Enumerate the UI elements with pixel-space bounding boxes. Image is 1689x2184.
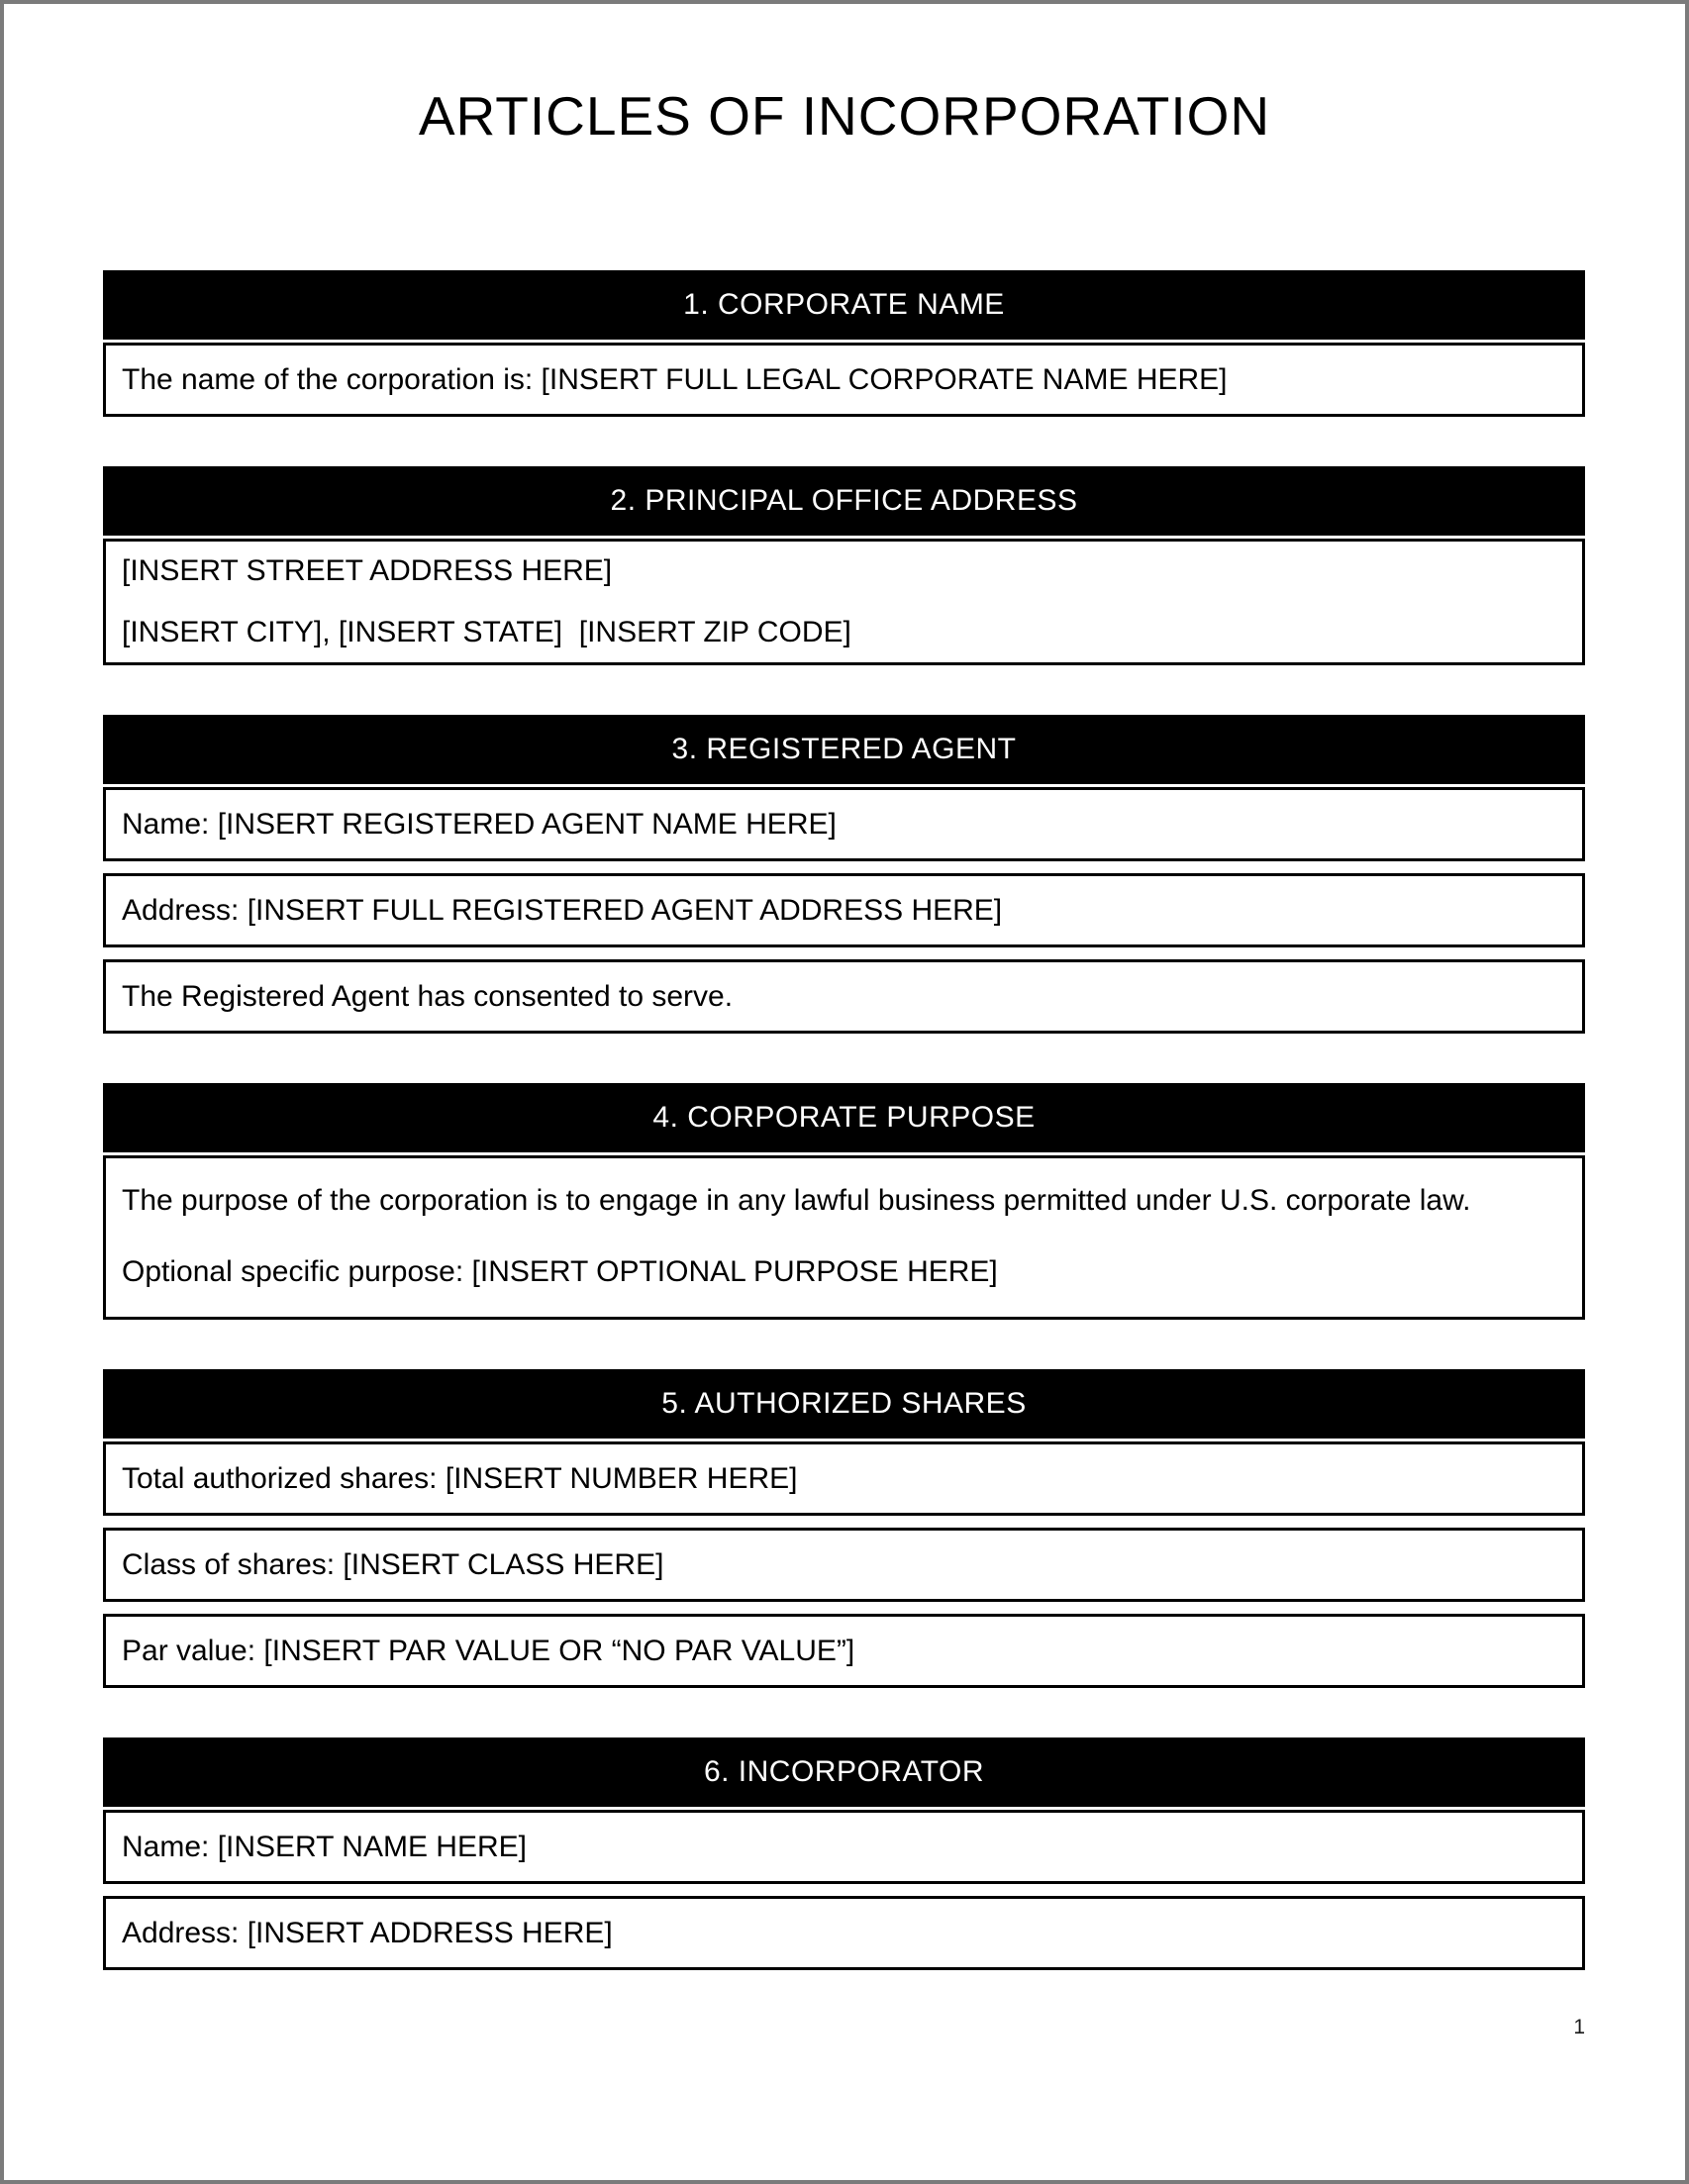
section-corporate-purpose	[103, 1083, 1585, 1320]
section-header-principal-office-address: 2. PRINCIPAL OFFICE ADDRESS	[103, 466, 1585, 536]
section-header-corporate-purpose: 4. CORPORATE PURPOSE	[103, 1083, 1585, 1152]
section-header-registered-agent: 3. REGISTERED AGENT	[103, 715, 1585, 784]
section-header-authorized-shares: 5. AUTHORIZED SHARES	[103, 1369, 1585, 1439]
incorporator-address-text: Address: [INSERT ADDRESS HERE]	[122, 1916, 613, 1949]
registered-agent-consent-row	[103, 959, 1585, 1034]
section-header-incorporator: 6. INCORPORATOR	[103, 1737, 1585, 1807]
section-incorporator	[103, 1737, 1585, 1970]
total-authorized-shares-text: Total authorized shares: [INSERT NUMBER HERE]	[122, 1461, 798, 1495]
class-of-shares-row	[103, 1528, 1585, 1602]
section-authorized-shares	[103, 1369, 1585, 1688]
par-value-row	[103, 1614, 1585, 1688]
corporate-purpose-text: The purpose of the corporation is to engage in any lawful business permitted under U.S. corporate law.	[122, 1184, 1471, 1217]
registered-agent-address-row	[103, 873, 1585, 947]
corporate-name-row	[103, 343, 1585, 417]
incorporator-name-text: Name: [INSERT NAME HERE]	[122, 1830, 527, 1863]
city-state-zip-line: [INSERT CITY], [INSERT STATE] [INSERT ZIP CODE]	[122, 616, 851, 648]
registered-agent-address-text: Address: [INSERT FULL REGISTERED AGENT ADDRESS HERE]	[122, 893, 1003, 927]
total-authorized-shares-row	[103, 1441, 1585, 1516]
principal-office-address-cell	[103, 539, 1585, 665]
registered-agent-name-text: Name: [INSERT REGISTERED AGENT NAME HERE]	[122, 807, 837, 841]
corporate-purpose-cell	[103, 1155, 1585, 1320]
page-number: 1	[1573, 2016, 1585, 2038]
registered-agent-consent-text: The Registered Agent has consented to serve.	[122, 979, 734, 1013]
corporate-name-text: The name of the corporation is: [INSERT FULL LEGAL CORPORATE NAME HERE]	[122, 362, 1228, 396]
section-corporate-name	[103, 270, 1585, 417]
incorporator-name-row	[103, 1810, 1585, 1884]
optional-purpose-text: Optional specific purpose: [INSERT OPTIONAL PURPOSE HERE]	[122, 1255, 998, 1288]
section-registered-agent	[103, 715, 1585, 1034]
section-header-corporate-name: 1. CORPORATE NAME	[103, 270, 1585, 340]
section-principal-office-address	[103, 466, 1585, 665]
class-of-shares-text: Class of shares: [INSERT CLASS HERE]	[122, 1547, 664, 1581]
street-address-line: [INSERT STREET ADDRESS HERE]	[122, 554, 613, 587]
incorporator-address-row	[103, 1896, 1585, 1970]
par-value-text: Par value: [INSERT PAR VALUE OR “NO PAR VALUE”]	[122, 1634, 855, 1667]
registered-agent-name-row	[103, 787, 1585, 861]
document-title: ARTICLES OF INCORPORATION	[418, 85, 1271, 147]
